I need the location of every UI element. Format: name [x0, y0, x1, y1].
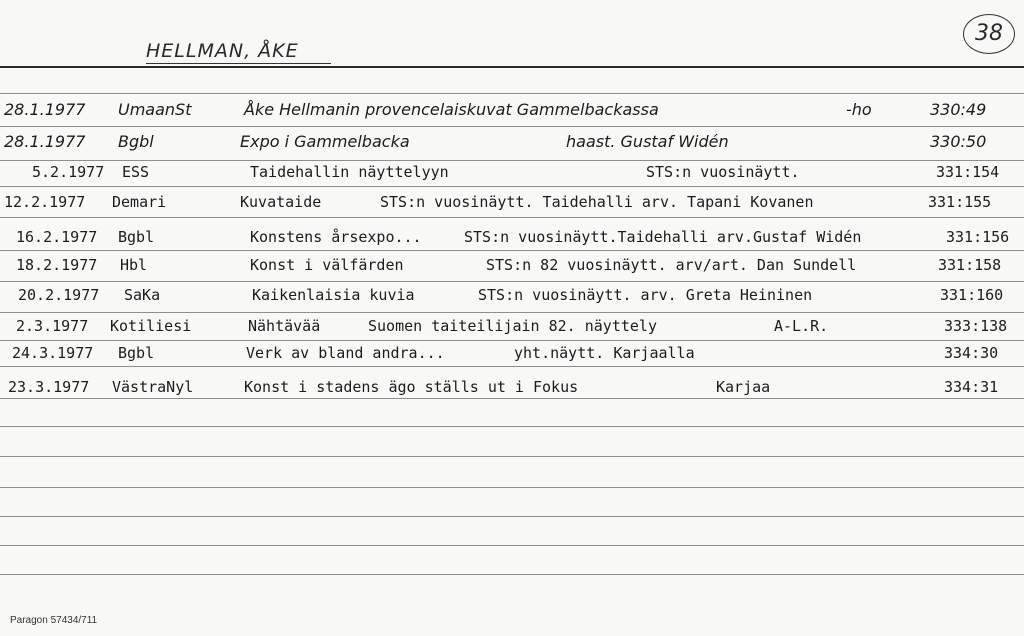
header-rule	[0, 66, 1024, 68]
entry-row	[0, 378, 1024, 404]
entry-row	[0, 100, 1024, 126]
entry-ref: 331:160	[940, 286, 1004, 304]
entry-source: Bgbl	[118, 344, 155, 362]
entry-source: ESS	[122, 163, 150, 181]
entry-ref: 333:138	[944, 317, 1008, 335]
name-underline	[146, 63, 331, 64]
entry-note: Suomen taiteilijain 82. näyttely	[368, 317, 657, 335]
entry-date: 28.1.1977	[4, 132, 86, 151]
entry-date: 2.3.1977	[16, 317, 89, 335]
rule-line	[0, 574, 1024, 575]
entry-date: 28.1.1977	[4, 100, 86, 119]
entry-note: STS:n 82 vuosinäytt. arv/art. Dan Sundell	[486, 256, 857, 274]
entry-source: VästraNyl	[112, 378, 194, 396]
entry-title: Expo i Gammelbacka	[240, 132, 410, 151]
entry-note: STS:n vuosinäytt. Taidehalli arv. Tapani Kovanen	[380, 193, 814, 211]
rule-line	[0, 93, 1024, 94]
entry-title: Konstens årsexpo...	[250, 228, 422, 246]
entry-ref: 330:50	[930, 132, 987, 151]
entry-date: 5.2.1977	[32, 163, 105, 181]
entry-title: Kaikenlaisia kuvia	[252, 286, 415, 304]
entry-signature: A-L.R.	[774, 317, 829, 335]
entry-date: 12.2.1977	[4, 193, 86, 211]
entry-note: yht.näytt. Karjaalla	[514, 344, 695, 362]
entry-note: Karjaa	[716, 378, 771, 396]
entry-date: 18.2.1977	[16, 256, 98, 274]
entry-ref: 331:156	[946, 228, 1010, 246]
rule-line	[0, 487, 1024, 488]
entry-date: 23.3.1977	[8, 378, 90, 396]
entry-title: Nähtävää	[248, 317, 321, 335]
entry-source: Bgbl	[118, 228, 155, 246]
entry-row	[0, 193, 1024, 219]
entry-ref: 334:31	[944, 378, 999, 396]
entry-source: UmaanSt	[118, 100, 192, 119]
printer-imprint: Paragon 57434/711	[10, 615, 98, 626]
entry-source: Bgbl	[118, 132, 154, 151]
entry-row	[0, 163, 1024, 189]
entry-row	[0, 256, 1024, 282]
rule-line	[0, 126, 1024, 127]
rule-line	[0, 456, 1024, 457]
entry-date: 16.2.1977	[16, 228, 98, 246]
entry-row	[0, 286, 1024, 312]
entry-ref: 331:155	[928, 193, 992, 211]
entry-title: Konst i stadens ägo ställs ut i Fokus	[244, 378, 579, 396]
entry-title: Kuvataide	[240, 193, 322, 211]
entry-title: Verk av bland andra...	[246, 344, 445, 362]
entry-note: STS:n vuosinäytt. arv. Greta Heininen	[478, 286, 813, 304]
person-name: HELLMAN, ÅKE	[146, 40, 299, 62]
entry-ref: 331:154	[936, 163, 1000, 181]
entry-note: STS:n vuosinäytt.Taidehalli arv.Gustaf Widén	[464, 228, 862, 246]
entry-ref: 330:49	[930, 100, 987, 119]
entry-source: SaKa	[124, 286, 161, 304]
entry-ref: 331:158	[938, 256, 1002, 274]
entry-note: haast. Gustaf Widén	[566, 132, 729, 151]
rule-line	[0, 312, 1024, 313]
entry-title: Åke Hellmanin provencelaiskuvat Gammelbackassa	[244, 100, 659, 119]
entry-date: 24.3.1977	[12, 344, 94, 362]
entry-row	[0, 344, 1024, 370]
card-number-badge: 38	[963, 14, 1015, 54]
rule-line	[0, 426, 1024, 427]
entry-note: -ho	[846, 100, 872, 119]
entry-source: Demari	[112, 193, 167, 211]
entry-source: Hbl	[120, 256, 148, 274]
rule-line	[0, 516, 1024, 517]
entry-title: Konst i välfärden	[250, 256, 404, 274]
rule-line	[0, 160, 1024, 161]
entry-row	[0, 317, 1024, 343]
entry-ref: 334:30	[944, 344, 999, 362]
entry-note: STS:n vuosinäytt.	[646, 163, 800, 181]
entry-title: Taidehallin näyttelyyn	[250, 163, 449, 181]
entry-row	[0, 228, 1024, 254]
entry-row	[0, 132, 1024, 158]
entry-date: 20.2.1977	[18, 286, 100, 304]
rule-line	[0, 545, 1024, 546]
entry-source: Kotiliesi	[110, 317, 192, 335]
